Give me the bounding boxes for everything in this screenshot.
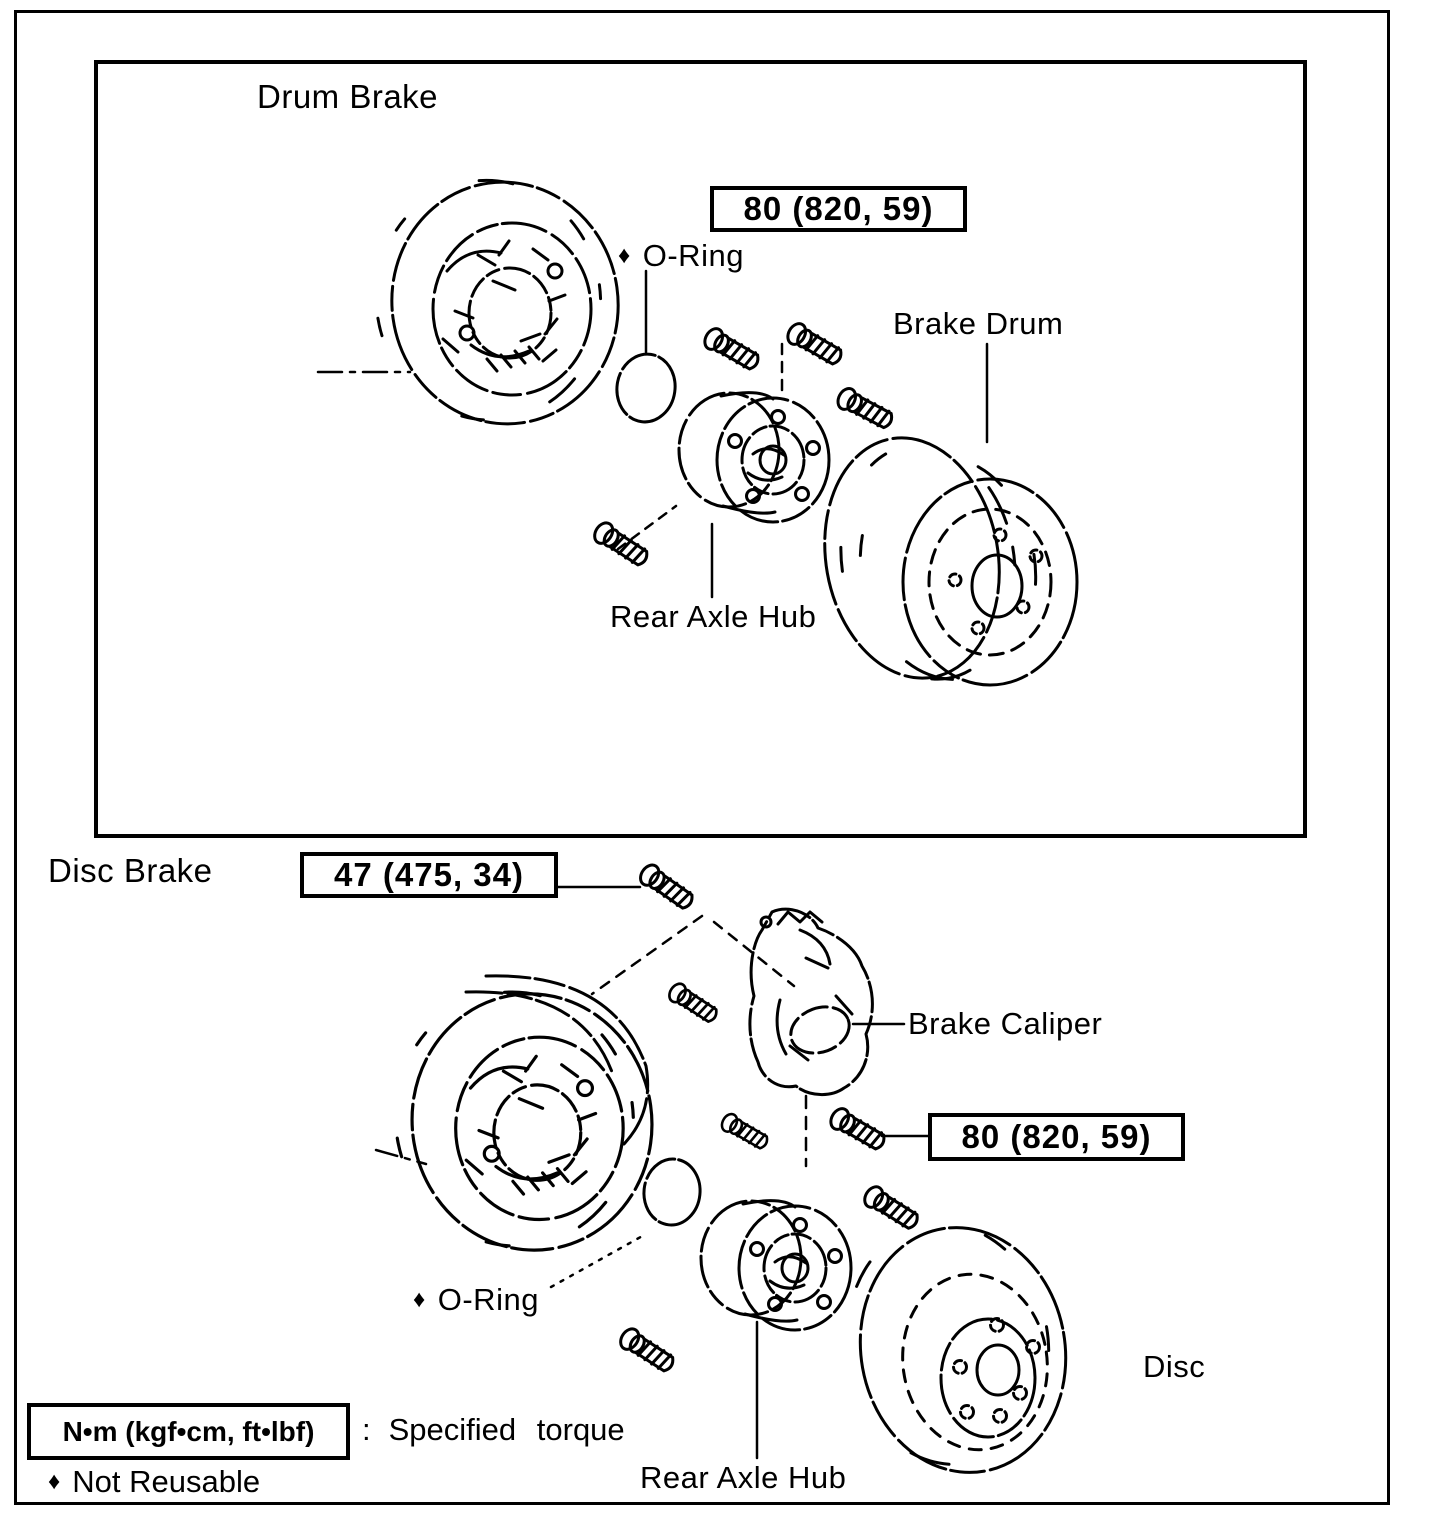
disc-o-ring-label-text: O-Ring bbox=[437, 1282, 539, 1317]
disc-backing-plate-drawing bbox=[379, 977, 668, 1266]
drum-brake-title: Drum Brake bbox=[257, 78, 439, 115]
disc-o-ring-drawing bbox=[641, 1156, 704, 1227]
specified-torque-text: Specified torque bbox=[388, 1412, 625, 1447]
disc-hub-torque-value: 80 (820, 59) bbox=[961, 1118, 1152, 1155]
legend-colon: : bbox=[362, 1412, 371, 1447]
not-reusable-legend bbox=[48, 1464, 260, 1500]
brake-drum-drawing bbox=[806, 424, 1077, 693]
drum-hub-torque-callout bbox=[710, 186, 967, 232]
disc-o-ring-label bbox=[413, 1282, 539, 1318]
torque-units-text: N•m (kgf•cm, ft•lbf) bbox=[62, 1415, 315, 1447]
disc-hub-torque-callout bbox=[928, 1113, 1185, 1161]
disc-hub-bolts bbox=[617, 1096, 922, 1375]
brake-drum-label: Brake Drum bbox=[893, 306, 1064, 341]
drum-o-ring-drawing bbox=[613, 350, 680, 425]
disc-rear-axle-hub-drawing bbox=[701, 1201, 851, 1330]
caliper-torque-callout bbox=[300, 852, 558, 898]
disc-brake-title: Disc Brake bbox=[48, 852, 213, 889]
torque-units-box bbox=[27, 1403, 350, 1460]
drum-rear-axle-hub-drawing bbox=[679, 393, 829, 522]
not-reusable-diamond-icon: ♦ bbox=[48, 1468, 61, 1495]
specified-torque-legend bbox=[362, 1412, 625, 1448]
disc-rotor-drawing bbox=[829, 1207, 1085, 1488]
disc-label: Disc bbox=[1143, 1349, 1206, 1384]
caliper-torque-value: 47 (475, 34) bbox=[334, 856, 524, 893]
not-reusable-diamond-icon: ♦ bbox=[413, 1286, 426, 1313]
drum-o-ring-label bbox=[618, 238, 744, 274]
drum-o-ring-label-text: O-Ring bbox=[642, 238, 744, 273]
brake-caliper-drawing bbox=[666, 909, 872, 1094]
brake-caliper-label: Brake Caliper bbox=[908, 1006, 1103, 1041]
drum-rear-axle-hub-label: Rear Axle Hub bbox=[610, 599, 817, 634]
disc-rear-axle-hub-label: Rear Axle Hub bbox=[640, 1460, 847, 1495]
not-reusable-text: Not Reusable bbox=[72, 1464, 261, 1499]
drum-backing-plate-drawing bbox=[361, 166, 634, 439]
not-reusable-diamond-icon: ♦ bbox=[618, 242, 631, 269]
drum-hub-torque-value: 80 (820, 59) bbox=[743, 190, 934, 227]
disc-o-ring-leader-line bbox=[551, 1234, 646, 1287]
